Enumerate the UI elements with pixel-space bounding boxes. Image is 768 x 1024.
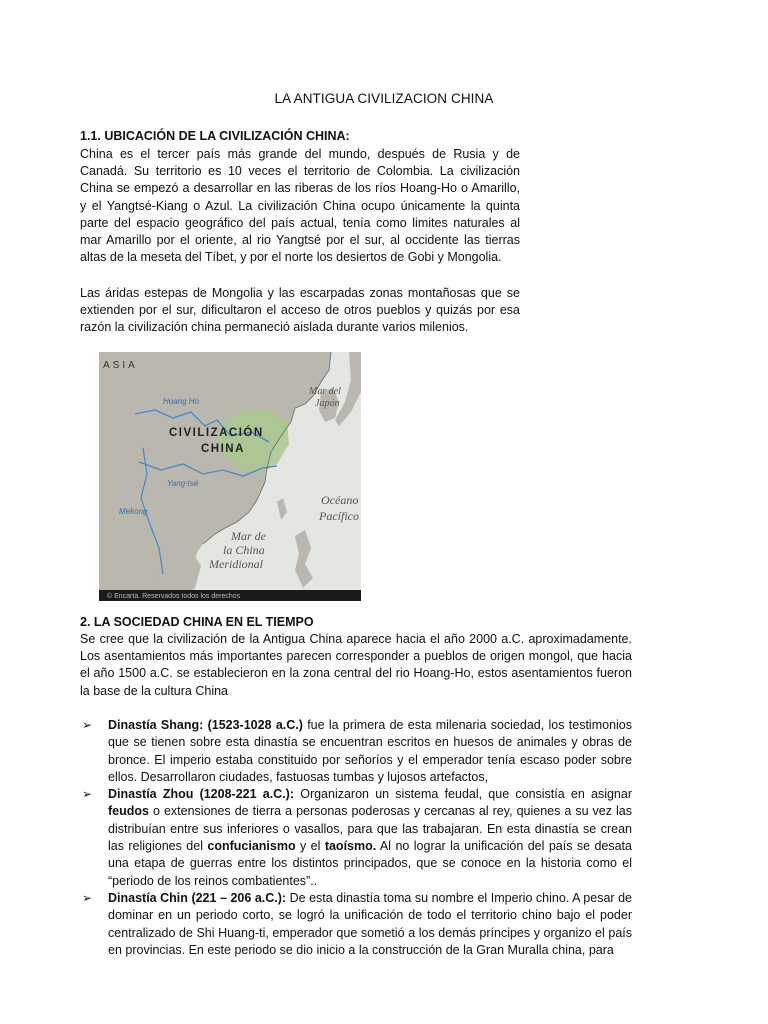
section-2-heading: 2. LA SOCIEDAD CHINA EN EL TIEMPO [80,615,314,629]
dynasty-zhou-feudos: feudos [108,804,149,819]
arrow-bullet-icon: ➢ [82,787,93,802]
section-1-heading: 1.1. UBICACIÓN DE LA CIVILIZACIÓN CHINA: [80,129,350,143]
dynasty-zhou-text-2: o extensiones de tierra a personas poderosas y cercanas al rey, quienes a su vez las distribuían entre sus inferiores o vasallos, para que las trabajaran. En esta dinastía se crean las religiones del [108,804,632,854]
map-label-oceano-1: Océano [321,493,359,507]
map-label-asia: ASIA [103,360,138,371]
section-1-paragraph-2: Las áridas estepas de Mongolia y las escarpadas zonas montañosas que se extienden por el sur, dificultaron el acceso de otros pueblos y quizás por esa razón la civilización china permaneció aislada durante varios milenios. [80,286,520,335]
map-label-mar-china-3: Meridional [209,557,263,571]
map-label-oceano-2: Pacífico [319,509,359,523]
dynasty-shang-text: fue la primera de esta milenaria sociedad, los testimonios que se tienen sobre esta dinastía se encuentran escritos en huesos de animales y obras de bronce. El imperio estaba constituido por señoríos y el emperador tenía escaso poder sobre ellos. Desarrollaron ciudades, fastuosas tumbas y lujosos artefactos, [108,718,632,784]
map-label-china: CHINA [201,443,245,455]
dynasty-zhou-text-4: Al no lograr la unificación del país se desata una etapa de guerras entre los distintos principados, que se conoce en la historia como el “periodo de los reinos combatientes”.. [108,839,632,888]
section-1-paragraph-1: China es el tercer país más grande del mundo, después de Rusia y de Canadá. Su territorio es 10 veces el territorio de Colombia. La civilización China se empezó a desarrollar en las riberas de los ríos Hoang-Ho o Amarillo, y el Yangtsé-Kiang o Azul. La civilización China ocupo únicamente la quinta parte del espacio geográfico del país actual, tenía como limites naturales al mar Amarillo por el oriente, al rio Yangtsé por el sur, al occidente las tierras altas de la meseta del Tíbet, y por el norte los desiertos de Gobi y Mongolia. [80,147,520,265]
list-item [80,890,632,959]
dynasty-list [80,717,632,959]
arrow-bullet-icon: ➢ [82,718,93,732]
map-label-mar-china-2: la China [223,543,265,557]
section-2-paragraph: Se cree que la civilización de la Antigua China aparece hacia el año 2000 a.C. aproximadamente. Los asentamientos más importantes parecen corresponder a pueblos de origen mongol, que hacia el año 1500 a.C. se establecieron en la zona central del rio Hoang-Ho, estos asentamientos fueron la base de la cultura China [80,632,632,698]
map-image [99,352,361,601]
document-title: LA ANTIGUA CIVILIZACION CHINA [274,91,494,106]
map-label-hoang-ho: Hoang Ho [163,397,200,406]
dynasty-zhou-text-3: y el [295,839,325,854]
dynasty-zhou-text-1: Organizaron un sistema feudal, que consistía en asignar [294,787,633,802]
china-map-svg [99,352,361,601]
dynasty-zhou-title: Dinastía Zhou (1208-221 a.C.): [108,787,295,802]
dynasty-chin-title: Dinastía Chin (221 – 206 a.C.): [108,890,287,905]
dynasty-zhou-confucianismo: confucianismo [207,839,296,854]
list-item [80,717,632,786]
dynasty-chin-text: De esta dinastía toma su nombre el Imperio chino. A pesar de dominar en un periodo corto, se logró la unificación de todo el territorio chino bajo el poder centralizado de Shi Huang-ti, emperador que sometió a los demás príncipes y organizo el país en provincias. En este periodo se dio inicio a la construcción de la Gran Muralla china, para [108,890,632,957]
map-label-mar-japon-1: Mar del [309,386,341,397]
map-caption: © Encarta. Reservados todos los derechos [107,593,241,600]
map-label-mar-japon-2: Japón [315,398,340,409]
map-label-mekong: Mekong [119,507,148,516]
map-label-civilizacion: CIVILIZACIÓN [169,427,264,439]
dynasty-shang-title: Dinastía Shang: (1523-1028 a.C.) [108,718,303,732]
map-label-yangtse: Yang-tsé [167,479,199,488]
list-item [80,786,632,890]
dynasty-zhou-taoismo: taoísmo. [324,839,377,854]
arrow-bullet-icon: ➢ [82,890,93,905]
map-label-mar-china-1: Mar de [231,529,266,543]
